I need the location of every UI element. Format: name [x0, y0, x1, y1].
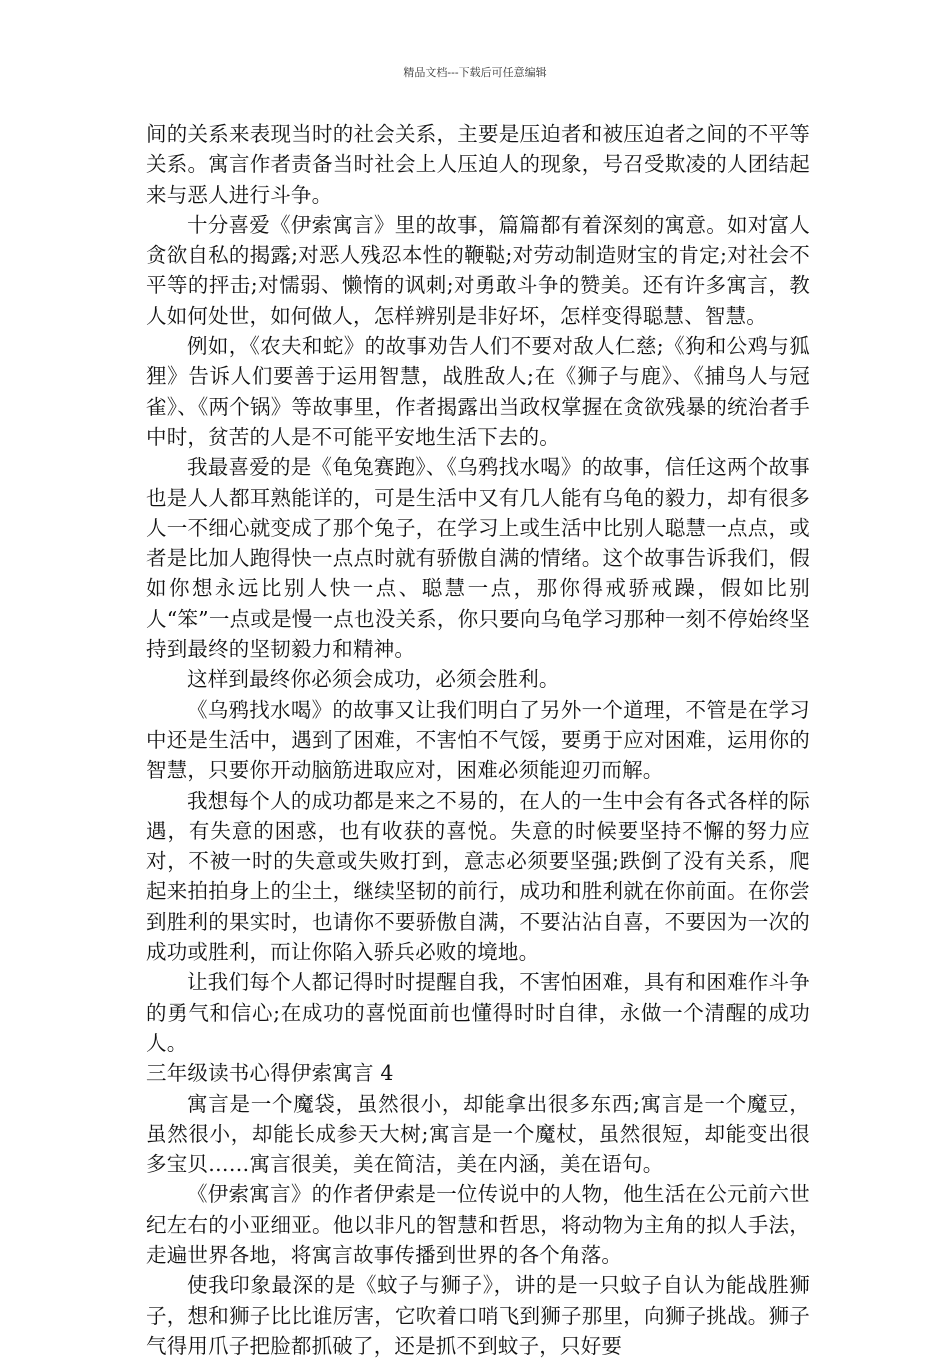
paragraph: 使我印象最深的是《蚊子与狮子》，讲的是一只蚊子自认为能战胜狮子，想和狮子比比谁厉害，它吹着口哨飞到狮子那里，向狮子挑战。狮子气得用爪子把脸都抓破了，还是抓不到蚊子，只好要 [146, 1273, 810, 1358]
page-header: 精品文档---下载后可任意编辑 [403, 66, 547, 79]
section-heading: 三年级读书心得伊索寓言 4 [146, 1061, 394, 1086]
paragraph: 我想每个人的成功都是来之不易的，在人的一生中会有各式各样的际遇，有失意的困惑，也有收获的喜悦。失意的时候要坚持不懈的努力应对，不被一时的失意或失败打到，意志必须要坚强;跌倒了没有关系，爬起来拍拍身上的尘土，继续坚韧的前行，成功和胜利就在你前面。在你尝到胜利的果实时，也请你不要骄傲自满，不要沾沾自喜，不要因为一次的成功或胜利，而让你陷入骄兵必败的境地。 [146, 788, 810, 965]
paragraph: 寓言是一个魔袋，虽然很小，却能拿出很多东西;寓言是一个魔豆，虽然很小，却能长成参天大树;寓言是一个魔杖，虽然很短，却能变出很多宝贝……寓言很美，美在简洁，美在内涵，美在语句。 [146, 1091, 810, 1177]
paragraph: 《乌鸦找水喝》的故事又让我们明白了另外一个道理，不管是在学习中还是生活中，遇到了困难，不害怕不气馁，要勇于应对困难，运用你的智慧，只要你开动脑筋进取应对，困难必须能迎刃而解。 [146, 697, 810, 783]
paragraph: 让我们每个人都记得时时提醒自我，不害怕困难，具有和困难作斗争的勇气和信心;在成功的喜悦面前也懂得时时自律，永做一个清醒的成功人。 [146, 970, 810, 1055]
paragraph: 我最喜爱的是《龟兔赛跑》、《乌鸦找水喝》的故事，信任这两个故事也是人人都耳熟能详的，可是生活中又有几人能有乌龟的毅力，却有很多人一不细心就变成了那个兔子，在学习上或生活中比别人聪慧一点点，或者是比加人跑得快一点点时就有骄傲自满的情绪。这个故事告诉我们，假如你想永远比别人快一点、聪慧一点，那你得戒骄戒躁，假如比别人“笨”一点或是慢一点也没关系，你只要向乌龟学习那种一刻不停始终坚持到最终的坚韧毅力和精神。 [146, 455, 810, 662]
paragraph: 例如，《农夫和蛇》的故事劝告人们不要对敌人仁慈;《狗和公鸡与狐狸》告诉人们要善于运用智慧，战胜敌人;在《狮子与鹿》、《捕鸟人与冠雀》、《两个锅》等故事里，作者揭露出当政权掌握在贪欲残暴的统治者手中时，贫苦的人是不可能平安地生活下去的。 [146, 334, 810, 449]
document-body [146, 119, 810, 1361]
paragraph-continued: 间的关系来表现当时的社会关系，主要是压迫者和被压迫者之间的不平等关系。寓言作者责备当时社会上人压迫人的现象，号召受欺凌的人团结起来与恶人进行斗争。 [146, 122, 810, 207]
paragraph: 这样到最终你必须会成功，必须会胜利。 [187, 667, 560, 692]
paragraph: 十分喜爱《伊索寓言》里的故事，篇篇都有着深刻的寓意。如对富人贪欲自私的揭露;对恶人残忍本性的鞭鞑;对劳动制造财宝的肯定;对社会不平等的抨击;对懦弱、懒惰的讽刺;对勇敢斗争的赞美。还有许多寓言，教人如何处世，如何做人，怎样辨别是非好坏，怎样变得聪慧、智慧。 [146, 212, 810, 328]
paragraph: 《伊索寓言》的作者伊索是一位传说中的人物，他生活在公元前六世纪左右的小亚细亚。他以非凡的智慧和哲思，将动物为主角的拟人手法，走遍世界各地，将寓言故事传播到世界的各个角落。 [146, 1182, 810, 1267]
